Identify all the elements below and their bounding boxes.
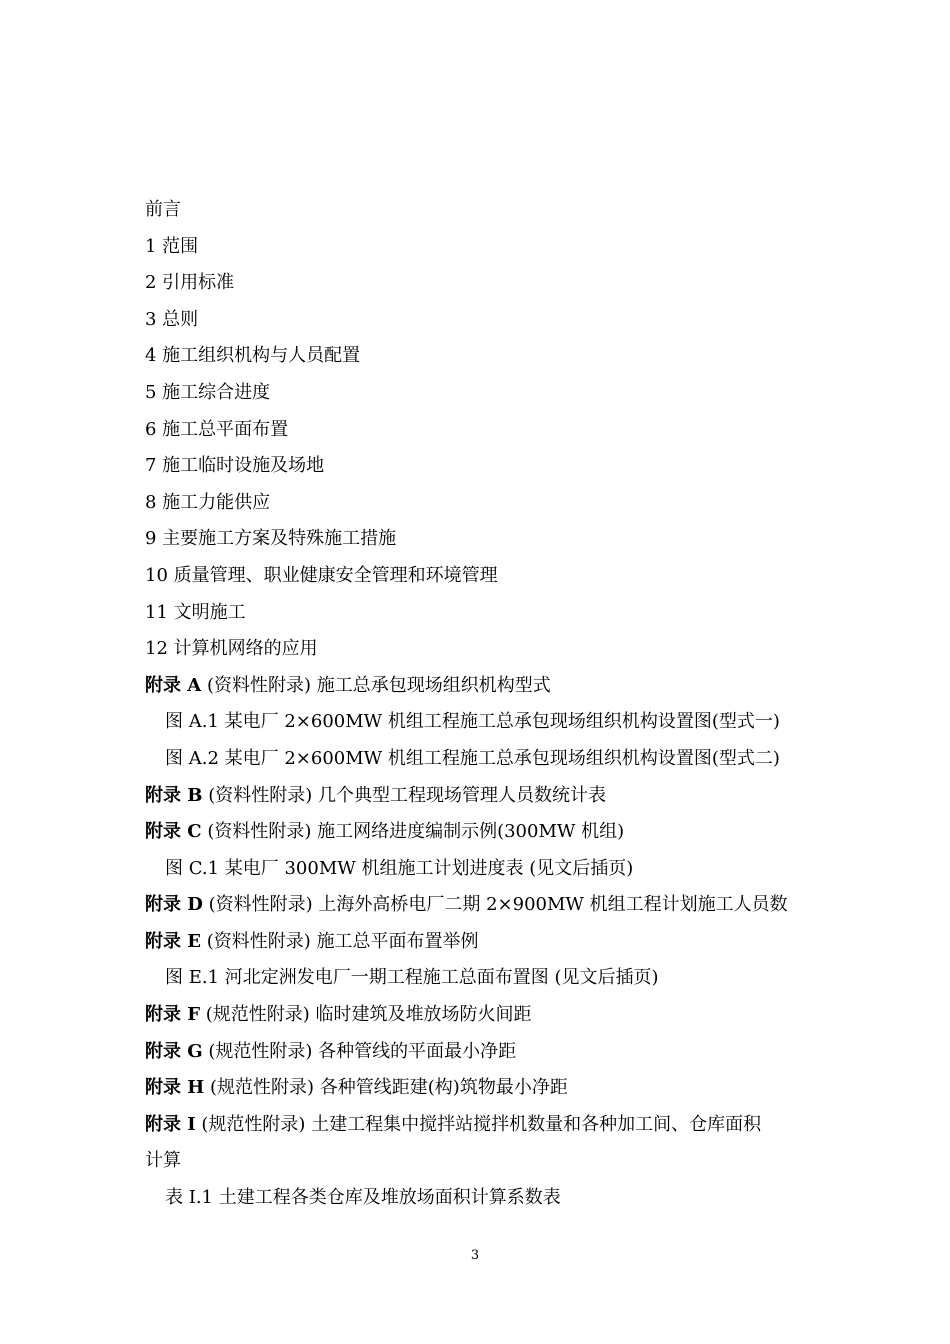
appendix-i-label: 附录 I	[145, 1113, 196, 1135]
appendix-c-label: 附录 C	[145, 821, 202, 843]
appendix-h-text: (规范性附录) 各种管线距建(构)筑物最小净距	[204, 1077, 568, 1099]
appendix-f-label: 附录 F	[145, 1004, 201, 1026]
appendix-g-label: 附录 G	[145, 1040, 203, 1062]
appendix-a-label: 附录 A	[145, 674, 202, 696]
toc-appendix-a[interactable]	[145, 668, 825, 705]
appendix-a-text: (资料性附录) 施工总承包现场组织机构型式	[201, 674, 551, 696]
toc-appendix-c[interactable]	[145, 814, 825, 851]
appendix-e-label: 附录 E	[145, 930, 201, 952]
toc-chapter-11[interactable]: 11 文明施工	[145, 601, 246, 623]
toc-chapter-10[interactable]: 10 质量管理、职业健康安全管理和环境管理	[145, 564, 498, 586]
toc-figure-a1[interactable]: 图 A.1 某电厂 2×600MW 机组工程施工总承包现场组织机构设置图(型式一)	[165, 711, 780, 733]
toc-chapter-9[interactable]: 9 主要施工方案及特殊施工措施	[145, 528, 397, 550]
table-of-contents	[145, 192, 825, 1217]
toc-chapter-2[interactable]: 2 引用标准	[145, 272, 235, 294]
toc-appendix-i-continuation[interactable]: 计算	[145, 1150, 181, 1172]
toc-chapter-4[interactable]: 4 施工组织机构与人员配置	[145, 345, 361, 367]
toc-chapter-12[interactable]: 12 计算机网络的应用	[145, 638, 318, 660]
appendix-f-text: (规范性附录) 临时建筑及堆放场防火间距	[200, 1004, 532, 1026]
toc-appendix-f[interactable]	[145, 997, 825, 1034]
toc-chapter-5[interactable]: 5 施工综合进度	[145, 381, 271, 403]
appendix-d-label: 附录 D	[145, 894, 203, 916]
toc-appendix-h[interactable]	[145, 1070, 825, 1107]
appendix-c-text: (资料性附录) 施工网络进度编制示例(300MW 机组)	[201, 821, 625, 843]
appendix-e-text: (资料性附录) 施工总平面布置举例	[201, 930, 479, 952]
toc-appendix-g[interactable]	[145, 1034, 825, 1071]
toc-appendix-i[interactable]	[145, 1107, 825, 1144]
appendix-h-label: 附录 H	[145, 1077, 205, 1099]
appendix-b-text: (资料性附录) 几个典型工程现场管理人员数统计表	[202, 784, 606, 806]
appendix-b-label: 附录 B	[145, 784, 203, 806]
toc-chapter-3[interactable]: 3 总则	[145, 308, 199, 330]
toc-figure-c1[interactable]: 图 C.1 某电厂 300MW 机组施工计划进度表 (见文后插页)	[165, 857, 634, 879]
appendix-i-text: (规范性附录) 土建工程集中搅拌站搅拌机数量和各种加工间、仓库面积	[195, 1113, 762, 1135]
toc-appendix-d[interactable]	[145, 887, 825, 924]
appendix-d-text: (资料性附录) 上海外高桥电厂二期 2×900MW 机组工程计划施工人员数	[202, 894, 788, 916]
toc-figure-e1[interactable]: 图 E.1 河北定洲发电厂一期工程施工总面布置图 (见文后插页)	[165, 967, 659, 989]
toc-chapter-1[interactable]: 1 范围	[145, 235, 199, 257]
toc-appendix-e[interactable]	[145, 924, 825, 961]
appendix-g-text: (规范性附录) 各种管线的平面最小净距	[202, 1040, 517, 1062]
page-number: 3	[470, 1248, 480, 1263]
toc-chapter-7[interactable]: 7 施工临时设施及场地	[145, 455, 325, 477]
toc-table-i1[interactable]: 表 I.1 土建工程各类仓库及堆放场面积计算系数表	[165, 1187, 561, 1209]
toc-appendix-b[interactable]	[145, 778, 825, 815]
toc-chapter-8[interactable]: 8 施工力能供应	[145, 491, 271, 513]
toc-figure-a2[interactable]: 图 A.2 某电厂 2×600MW 机组工程施工总承包现场组织机构设置图(型式二)	[165, 747, 780, 769]
toc-chapter-6[interactable]: 6 施工总平面布置	[145, 418, 289, 440]
toc-preface[interactable]: 前言	[145, 199, 181, 220]
